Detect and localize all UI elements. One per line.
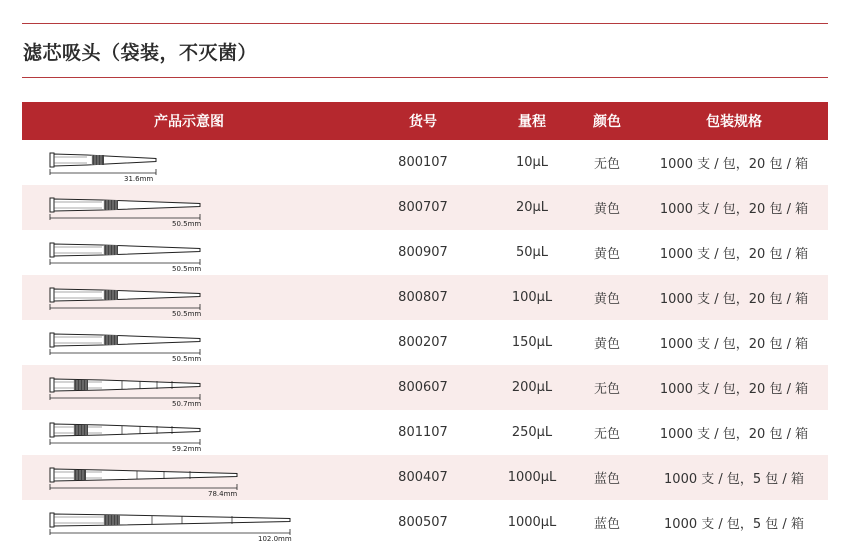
volume-range: 250µL	[511, 425, 553, 440]
volume-range: 150µL	[511, 335, 553, 350]
pipette-tip-diagram	[22, 500, 356, 545]
packaging-spec: 1000 支 / 包，5 包 / 箱	[664, 517, 804, 532]
pipette-tip-diagram	[22, 365, 356, 410]
packaging-spec: 1000 支 / 包，20 包 / 箱	[659, 382, 809, 397]
table-header	[22, 102, 828, 140]
tip-color: 无色	[593, 382, 620, 397]
pipette-tip-diagram	[22, 275, 356, 320]
volume-range: 1000µL	[507, 470, 557, 485]
packaging-spec: 1000 支 / 包，5 包 / 箱	[664, 472, 804, 487]
tip-color: 蓝色	[593, 472, 620, 487]
tip-filter	[104, 515, 120, 525]
tip-body	[54, 154, 156, 166]
tip-rim	[50, 513, 54, 527]
dimension-label: 50.5mm	[172, 310, 202, 318]
table-row	[22, 410, 828, 455]
tip-body	[54, 514, 290, 526]
pipette-tip-diagram	[22, 320, 356, 365]
product-code: 800707	[398, 200, 448, 215]
tip-color: 黄色	[593, 247, 620, 262]
table-row	[22, 320, 828, 365]
tip-diagram-cell	[22, 140, 356, 185]
dimension-label: 50.5mm	[172, 355, 202, 363]
tip-rim	[50, 378, 54, 392]
packaging-spec: 1000 支 / 包，20 包 / 箱	[659, 337, 809, 352]
dimension-label: 50.5mm	[172, 265, 202, 273]
tip-diagram-cell	[22, 320, 356, 365]
tip-color: 蓝色	[593, 517, 620, 532]
pipette-tip-diagram	[22, 185, 356, 230]
product-code: 800407	[398, 470, 448, 485]
packaging-spec: 1000 支 / 包，20 包 / 箱	[659, 202, 809, 217]
dimension-label: 78.4mm	[208, 490, 238, 498]
product-code: 800107	[398, 155, 448, 170]
header-range: 量程	[518, 114, 546, 130]
dimension-label: 50.7mm	[172, 400, 202, 408]
tip-color: 黄色	[593, 337, 620, 352]
tip-color: 无色	[593, 157, 620, 172]
dimension-label: 50.5mm	[172, 220, 202, 228]
dimension-label: 59.2mm	[172, 445, 202, 453]
product-code: 800907	[398, 245, 448, 260]
tip-rim	[50, 153, 54, 167]
table-row	[22, 230, 828, 275]
dimension-label: 31.6mm	[124, 175, 154, 183]
tip-color: 黄色	[593, 292, 620, 307]
table-row	[22, 365, 828, 410]
top-rule	[22, 23, 828, 24]
table-row	[22, 275, 828, 320]
pipette-tip-diagram	[22, 455, 356, 500]
product-code: 800207	[398, 335, 448, 350]
volume-range: 200µL	[511, 380, 553, 395]
packaging-spec: 1000 支 / 包，20 包 / 箱	[659, 157, 809, 172]
tip-rim	[50, 333, 54, 347]
table-body	[22, 140, 828, 545]
tip-diagram-cell	[22, 455, 356, 500]
packaging-spec: 1000 支 / 包，20 包 / 箱	[659, 292, 809, 307]
table-row	[22, 500, 828, 545]
pipette-tip-diagram	[22, 410, 356, 455]
volume-range: 20µL	[515, 200, 549, 215]
tip-rim	[50, 198, 54, 212]
page-title: 滤芯吸头（袋装，不灭菌）	[23, 42, 258, 64]
table-row	[22, 185, 828, 230]
volume-range: 1000µL	[507, 515, 557, 530]
tip-color: 无色	[593, 427, 620, 442]
volume-range: 100µL	[511, 290, 553, 305]
header-code: 货号	[409, 114, 437, 130]
tip-diagram-cell	[22, 365, 356, 410]
product-code: 801107	[398, 425, 448, 440]
tip-rim	[50, 243, 54, 257]
packaging-spec: 1000 支 / 包，20 包 / 箱	[659, 247, 809, 262]
product-code: 800507	[398, 515, 448, 530]
tip-body	[54, 199, 200, 211]
product-code: 800607	[398, 380, 448, 395]
table-row	[22, 140, 828, 185]
tip-diagram-cell	[22, 410, 356, 455]
tip-body	[54, 244, 200, 256]
tip-rim	[50, 423, 54, 437]
volume-range: 10µL	[515, 155, 549, 170]
tip-diagram-cell	[22, 230, 356, 275]
tip-body	[54, 289, 200, 301]
product-code: 800807	[398, 290, 448, 305]
table-row	[22, 455, 828, 500]
dimension-label: 102.0mm	[258, 535, 292, 543]
product-table	[22, 102, 828, 545]
tip-diagram-cell	[22, 275, 356, 320]
header-diagram: 产品示意图	[154, 114, 224, 130]
volume-range: 50µL	[515, 245, 549, 260]
header-packaging: 包装规格	[706, 114, 762, 130]
header-color: 颜色	[593, 114, 621, 130]
tip-diagram-cell	[22, 185, 356, 230]
tip-body	[54, 334, 200, 346]
tip-rim	[50, 288, 54, 302]
tip-diagram-cell	[22, 500, 356, 545]
tip-rim	[50, 468, 54, 482]
packaging-spec: 1000 支 / 包，20 包 / 箱	[659, 427, 809, 442]
pipette-tip-diagram	[22, 230, 356, 275]
tip-color: 黄色	[593, 202, 620, 217]
title-underline-rule	[22, 77, 828, 78]
pipette-tip-diagram	[22, 140, 356, 185]
